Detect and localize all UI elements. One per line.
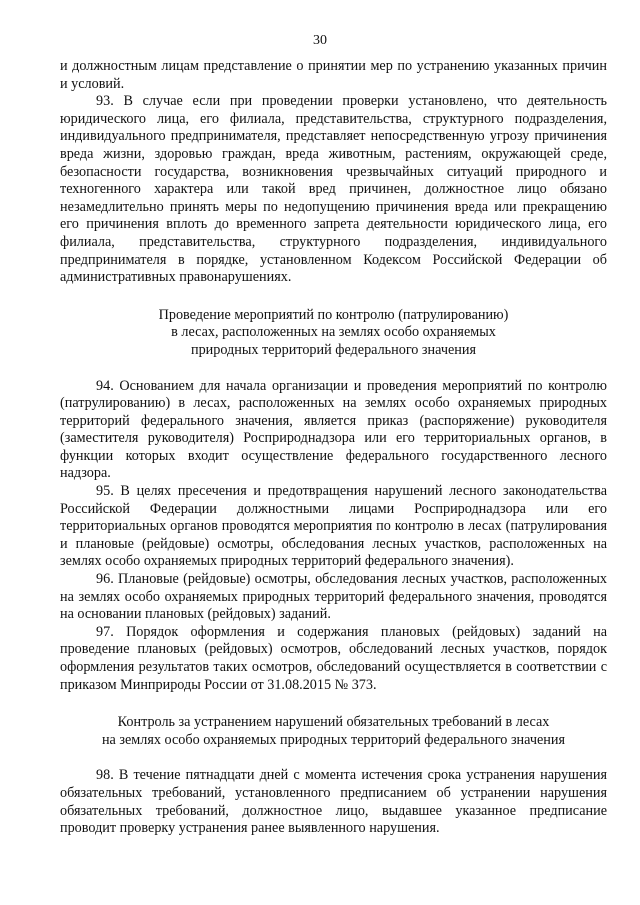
spacer bbox=[60, 694, 607, 714]
paragraph-95: 95. В целях пресечения и предотвращения нарушений лесного законодательства Российской Федерации должностными лицами Росприроднадзора или его территориальных органов проводятся мероприятия по контролю в лесах (патрулирования и плановые (рейдовые) осмотры, обследования лесных участков, расположенных на землях особо охраняемых природных территорий федерального значения). bbox=[60, 483, 607, 570]
section-heading-violation-control bbox=[60, 714, 607, 749]
spacer bbox=[60, 360, 607, 378]
heading-line: Контроль за устранением нарушений обязательных требований в лесах bbox=[117, 714, 550, 731]
heading-line: природных территорий федерального значения bbox=[191, 341, 476, 358]
heading-line: на землях особо охраняемых природных территорий федерального значения bbox=[101, 731, 566, 748]
heading-line: в лесах, расположенных на землях особо охраняемых bbox=[171, 324, 496, 341]
paragraph-97: 97. Порядок оформления и содержания плановых (рейдовых) заданий на проведение плановых (рейдовых) осмотров, обследований лесных участков, порядок оформления результатов таких осмотров, обследований осуществляется в соответствии с приказом Минприроды России от 31.08.2015 № 373. bbox=[60, 623, 607, 693]
document-body bbox=[60, 58, 607, 838]
paragraph-96: 96. Плановые (рейдовые) осмотры, обследования лесных участков, расположенных на землях особо охраняемых природных территорий федерального значения, проводятся на основании плановых (рейдовых) заданий. bbox=[60, 571, 607, 623]
paragraph-92-continuation: и должностным лицам представление о принятии мер по устранению указанных причин и условий. bbox=[60, 58, 607, 92]
heading-line: Проведение мероприятий по контролю (патрулированию) bbox=[158, 306, 509, 323]
spacer bbox=[60, 287, 607, 307]
page-number: 30 bbox=[313, 33, 327, 48]
paragraph-93: 93. В случае если при проведении проверки установлено, что деятельность юридического лица, его филиала, представительства, структурного подразделения, индивидуального предпринимателя, представляет непосредственную угрозу причинения вреда жизни, здоровью граждан, вреда животным, растениям, окружающей среде, безопасности государства, возникновения чрезвычайных ситуаций природного и техногенного характера или такой вред причинен, должностное лицо обязано незамедлительно принять меры по недопущению причинения вреда или прекращению его причинения вплоть до временного запрета деятельности юридического лица, его филиала, представительства, структурного подразделения, индивидуального предпринимателя в порядке, установленном Кодексом Российской Федерации об административных правонарушениях. bbox=[60, 93, 607, 286]
spacer bbox=[60, 749, 607, 767]
section-heading-patrol bbox=[60, 307, 607, 360]
paragraph-94: 94. Основанием для начала организации и проведения мероприятий по контролю (патрулированию) в лесах, расположенных на землях особо охраняемых природных территорий федерального значения, является приказ (распоряжение) руководителя (заместителя руководителя) Росприроднадзора или его территориальных органов, в функции которых входит осуществление федерального государственного лесного надзора. bbox=[60, 377, 607, 482]
paragraph-98: 98. В течение пятнадцати дней с момента истечения срока устранения нарушения обязательных требований, установленного предписанием об устранении нарушения обязательных требований, должностное лицо, выдавшее указанное предписание проводит проверку устранения ранее выявленного нарушения. bbox=[60, 767, 607, 837]
